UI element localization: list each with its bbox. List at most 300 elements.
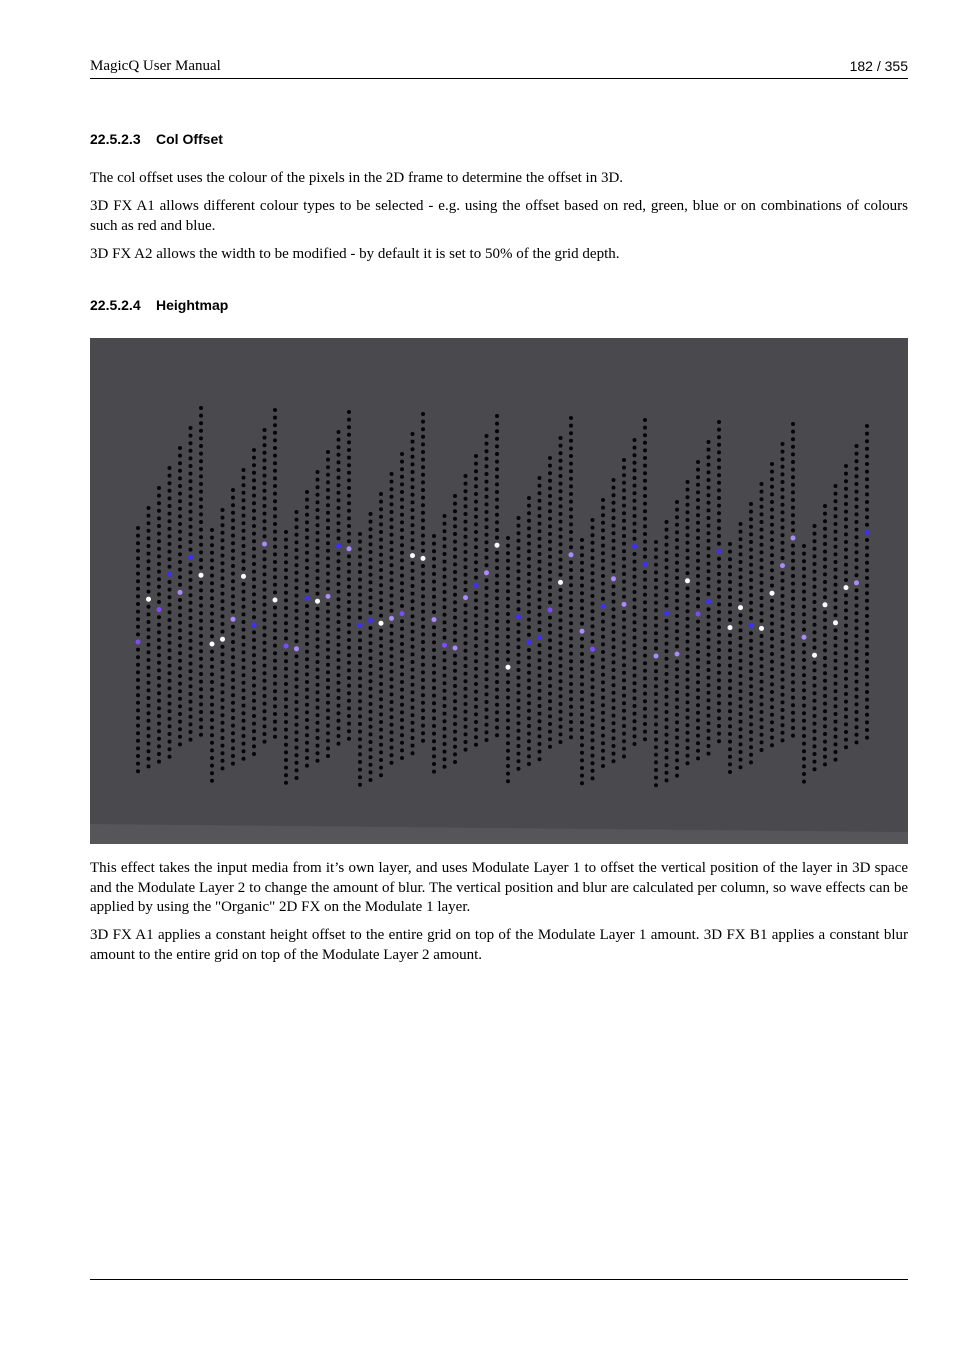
led-dot bbox=[168, 717, 172, 721]
led-dot bbox=[411, 721, 415, 725]
led-dot bbox=[485, 616, 489, 620]
led-dot bbox=[569, 674, 573, 678]
led-dot bbox=[147, 567, 151, 571]
led-dot bbox=[696, 506, 700, 510]
led-dot bbox=[210, 703, 214, 707]
led-dot bbox=[199, 642, 203, 646]
led-dot bbox=[147, 529, 151, 533]
led-dot bbox=[474, 553, 478, 557]
led-dot bbox=[485, 495, 489, 499]
led-dot bbox=[802, 734, 806, 738]
led-dot bbox=[252, 577, 256, 581]
led-dot bbox=[517, 638, 521, 642]
led-dot bbox=[834, 598, 838, 602]
led-dot bbox=[717, 678, 721, 682]
led-dot bbox=[295, 662, 299, 666]
led-dot bbox=[326, 579, 330, 583]
led-dot bbox=[823, 512, 827, 516]
led-dot bbox=[337, 498, 341, 502]
led-dot bbox=[538, 727, 542, 731]
led-dot bbox=[242, 559, 246, 563]
led-dot bbox=[358, 540, 362, 544]
led-dot bbox=[221, 576, 225, 580]
led-dot bbox=[147, 742, 151, 746]
led-dot bbox=[273, 651, 277, 655]
led-dot bbox=[326, 731, 330, 735]
led-dot bbox=[569, 735, 573, 739]
led-dot bbox=[675, 614, 679, 618]
led-dot bbox=[421, 716, 425, 720]
led-dot bbox=[157, 570, 161, 574]
led-dot bbox=[770, 492, 774, 496]
led-dot bbox=[707, 729, 711, 733]
led-dot bbox=[865, 508, 869, 512]
led-dot bbox=[802, 780, 806, 784]
led-dot bbox=[865, 675, 869, 679]
led-dot bbox=[178, 545, 182, 549]
led-dot bbox=[728, 641, 732, 645]
led-dot bbox=[485, 700, 489, 704]
led-dot bbox=[400, 710, 404, 714]
led-dot bbox=[326, 708, 330, 712]
led-dot bbox=[411, 470, 415, 474]
led-dot bbox=[495, 665, 499, 669]
led-dot bbox=[739, 568, 743, 572]
led-dot bbox=[189, 722, 193, 726]
led-dot bbox=[791, 536, 796, 541]
led-dot bbox=[517, 759, 521, 763]
led-dot bbox=[168, 496, 172, 500]
led-dot bbox=[369, 596, 373, 600]
led-dot bbox=[601, 612, 605, 616]
led-dot bbox=[210, 710, 214, 714]
led-dot bbox=[495, 574, 499, 578]
led-dot bbox=[707, 531, 711, 535]
led-dot bbox=[591, 526, 595, 530]
led-dot bbox=[643, 707, 647, 711]
led-dot bbox=[675, 568, 679, 572]
led-dot bbox=[717, 595, 721, 599]
led-dot bbox=[612, 501, 616, 505]
led-dot bbox=[865, 546, 869, 550]
led-dot bbox=[369, 649, 373, 653]
led-dot bbox=[643, 638, 647, 642]
led-dot bbox=[252, 532, 256, 536]
led-dot bbox=[337, 734, 341, 738]
led-dot bbox=[273, 522, 277, 526]
led-dot bbox=[178, 492, 182, 496]
led-dot bbox=[231, 701, 235, 705]
led-dot bbox=[813, 562, 817, 566]
led-dot bbox=[506, 756, 510, 760]
led-dot bbox=[263, 428, 267, 432]
led-dot bbox=[453, 502, 457, 506]
led-dot bbox=[834, 530, 838, 534]
led-dot bbox=[400, 718, 404, 722]
led-dot bbox=[390, 563, 394, 567]
led-dot bbox=[844, 715, 848, 719]
led-dot bbox=[844, 646, 848, 650]
led-dot bbox=[633, 674, 637, 678]
led-dot bbox=[538, 734, 542, 738]
led-dot bbox=[242, 590, 246, 594]
led-dot bbox=[865, 660, 869, 664]
led-dot bbox=[474, 568, 478, 572]
led-dot bbox=[495, 604, 499, 608]
led-dot bbox=[400, 581, 404, 585]
led-dot bbox=[823, 633, 827, 637]
led-dot bbox=[337, 726, 341, 730]
led-dot bbox=[707, 706, 711, 710]
led-dot bbox=[157, 706, 161, 710]
led-dot bbox=[834, 659, 838, 663]
led-dot bbox=[421, 518, 425, 522]
led-dot bbox=[770, 508, 774, 512]
led-dot bbox=[665, 581, 669, 585]
led-dot bbox=[717, 724, 721, 728]
led-dot bbox=[421, 526, 425, 530]
led-dot bbox=[739, 583, 743, 587]
led-dot bbox=[654, 692, 658, 696]
led-dot bbox=[411, 531, 415, 535]
paragraph: The col offset uses the colour of the pixels in the 2D frame to determine the offset in 3D. bbox=[90, 170, 624, 186]
led-dot bbox=[696, 604, 700, 608]
led-dot bbox=[231, 488, 235, 492]
led-dot bbox=[326, 693, 330, 697]
led-dot bbox=[559, 527, 563, 531]
led-dot bbox=[273, 560, 277, 564]
led-dot bbox=[823, 610, 827, 614]
led-dot bbox=[231, 670, 235, 674]
led-dot bbox=[453, 616, 457, 620]
led-dot bbox=[369, 520, 373, 524]
led-dot bbox=[252, 501, 256, 505]
led-dot bbox=[749, 700, 753, 704]
led-dot bbox=[263, 595, 267, 599]
led-dot bbox=[770, 660, 774, 664]
led-dot bbox=[791, 506, 795, 510]
led-dot bbox=[421, 556, 426, 561]
led-dot bbox=[189, 601, 193, 605]
led-dot bbox=[707, 584, 711, 588]
led-dot bbox=[210, 574, 214, 578]
led-dot bbox=[453, 737, 457, 741]
led-dot bbox=[136, 739, 140, 743]
led-dot bbox=[538, 605, 542, 609]
led-dot bbox=[305, 657, 309, 661]
led-dot bbox=[474, 492, 478, 496]
led-dot bbox=[189, 456, 193, 460]
led-dot bbox=[358, 775, 362, 779]
led-dot bbox=[157, 486, 161, 490]
led-dot bbox=[337, 704, 341, 708]
led-dot bbox=[802, 590, 806, 594]
led-dot bbox=[189, 502, 193, 506]
led-dot bbox=[834, 735, 838, 739]
led-dot bbox=[559, 436, 563, 440]
led-dot bbox=[643, 517, 647, 521]
led-dot bbox=[675, 606, 679, 610]
led-dot bbox=[622, 747, 626, 751]
led-dot bbox=[707, 592, 711, 596]
led-dot bbox=[443, 590, 447, 594]
led-dot bbox=[580, 622, 584, 626]
led-dot bbox=[443, 636, 447, 640]
led-dot bbox=[506, 718, 510, 722]
led-dot bbox=[136, 724, 140, 728]
led-dot bbox=[432, 694, 436, 698]
led-dot bbox=[686, 609, 690, 613]
led-dot bbox=[802, 544, 806, 548]
led-dot bbox=[284, 712, 288, 716]
led-dot bbox=[622, 542, 626, 546]
led-dot bbox=[865, 568, 869, 572]
led-dot bbox=[707, 645, 711, 649]
led-dot bbox=[432, 671, 436, 675]
led-dot bbox=[231, 579, 235, 583]
led-dot bbox=[295, 540, 299, 544]
led-dot bbox=[844, 540, 848, 544]
led-dot bbox=[686, 761, 690, 765]
led-dot bbox=[506, 711, 510, 715]
led-dot bbox=[295, 715, 299, 719]
led-dot bbox=[686, 586, 690, 590]
led-dot bbox=[717, 602, 721, 606]
led-dot bbox=[855, 740, 859, 744]
led-dot bbox=[316, 698, 320, 702]
led-dot bbox=[601, 726, 605, 730]
led-dot bbox=[601, 498, 605, 502]
led-dot bbox=[199, 490, 203, 494]
led-dot bbox=[601, 749, 605, 753]
led-dot bbox=[379, 606, 383, 610]
led-dot bbox=[379, 538, 383, 542]
led-dot bbox=[749, 745, 753, 749]
led-dot bbox=[453, 494, 457, 498]
led-dot bbox=[865, 439, 869, 443]
led-dot bbox=[485, 594, 489, 598]
led-dot bbox=[633, 598, 637, 602]
led-dot bbox=[548, 524, 552, 528]
led-dot bbox=[865, 576, 869, 580]
led-dot bbox=[643, 737, 647, 741]
led-dot bbox=[591, 746, 595, 750]
led-dot bbox=[136, 655, 140, 659]
led-dot bbox=[157, 562, 161, 566]
led-dot bbox=[273, 697, 277, 701]
led-dot bbox=[400, 596, 404, 600]
led-dot bbox=[379, 492, 383, 496]
led-dot bbox=[707, 470, 711, 474]
led-dot bbox=[432, 663, 436, 667]
led-dot bbox=[632, 544, 637, 549]
led-dot bbox=[157, 729, 161, 733]
led-dot bbox=[199, 505, 203, 509]
led-dot bbox=[485, 692, 489, 696]
led-dot bbox=[231, 655, 235, 659]
led-dot bbox=[696, 528, 700, 532]
led-dot bbox=[760, 573, 764, 577]
led-dot bbox=[347, 661, 351, 665]
led-dot bbox=[517, 676, 521, 680]
led-dot bbox=[411, 546, 415, 550]
led-dot bbox=[865, 523, 869, 527]
led-dot bbox=[802, 650, 806, 654]
led-dot bbox=[157, 585, 161, 589]
led-dot bbox=[400, 619, 404, 623]
led-dot bbox=[221, 645, 225, 649]
led-dot bbox=[559, 520, 563, 524]
led-dot bbox=[273, 613, 277, 617]
led-dot bbox=[548, 502, 552, 506]
led-dot bbox=[157, 630, 161, 634]
led-dot bbox=[210, 536, 214, 540]
led-dot bbox=[527, 549, 531, 553]
led-dot bbox=[400, 657, 404, 661]
led-dot bbox=[252, 463, 256, 467]
led-dot bbox=[633, 666, 637, 670]
led-dot bbox=[485, 670, 489, 674]
led-dot bbox=[569, 568, 573, 572]
led-dot bbox=[168, 512, 172, 516]
led-dot bbox=[337, 742, 341, 746]
led-dot bbox=[369, 588, 373, 592]
led-dot bbox=[474, 454, 478, 458]
led-dot bbox=[739, 545, 743, 549]
led-dot bbox=[443, 666, 447, 670]
led-dot bbox=[411, 584, 415, 588]
led-dot bbox=[263, 633, 267, 637]
led-dot bbox=[326, 556, 330, 560]
led-dot bbox=[369, 717, 373, 721]
led-dot bbox=[760, 687, 764, 691]
led-dot bbox=[686, 738, 690, 742]
led-dot bbox=[527, 580, 531, 584]
led-dot bbox=[654, 753, 658, 757]
led-dot bbox=[316, 508, 320, 512]
led-dot bbox=[781, 472, 785, 476]
led-dot bbox=[147, 643, 151, 647]
led-dot bbox=[675, 690, 679, 694]
led-dot bbox=[295, 746, 299, 750]
led-dot bbox=[136, 648, 140, 652]
led-dot bbox=[527, 747, 531, 751]
led-dot bbox=[136, 587, 140, 591]
led-dot bbox=[379, 644, 383, 648]
led-dot bbox=[781, 655, 785, 659]
led-dot bbox=[242, 681, 246, 685]
led-dot bbox=[326, 724, 330, 728]
led-dot bbox=[760, 642, 764, 646]
led-dot bbox=[770, 682, 774, 686]
led-dot bbox=[675, 698, 679, 702]
led-dot bbox=[781, 731, 785, 735]
led-dot bbox=[495, 650, 499, 654]
led-dot bbox=[379, 743, 383, 747]
led-dot bbox=[495, 452, 499, 456]
led-dot bbox=[517, 698, 521, 702]
led-dot bbox=[591, 754, 595, 758]
led-dot bbox=[453, 654, 457, 658]
led-dot bbox=[411, 561, 415, 565]
led-dot bbox=[844, 585, 849, 590]
led-dot bbox=[559, 725, 563, 729]
led-dot bbox=[791, 430, 795, 434]
led-dot bbox=[242, 468, 246, 472]
led-dot bbox=[189, 487, 193, 491]
led-dot bbox=[432, 633, 436, 637]
led-dot bbox=[400, 604, 404, 608]
led-dot bbox=[717, 739, 721, 743]
led-dot bbox=[538, 643, 542, 647]
led-dot bbox=[411, 713, 415, 717]
led-dot bbox=[178, 689, 182, 693]
led-dot bbox=[358, 745, 362, 749]
led-dot bbox=[665, 657, 669, 661]
led-dot bbox=[696, 665, 700, 669]
led-dot bbox=[284, 682, 288, 686]
led-dot bbox=[390, 502, 394, 506]
led-dot bbox=[781, 602, 785, 606]
led-dot bbox=[273, 537, 277, 541]
led-dot bbox=[252, 615, 256, 619]
led-dot bbox=[707, 691, 711, 695]
led-dot bbox=[495, 498, 499, 502]
led-dot bbox=[770, 561, 774, 565]
led-dot bbox=[707, 486, 711, 490]
led-dot bbox=[770, 553, 774, 557]
led-dot bbox=[189, 608, 193, 612]
led-dot bbox=[252, 600, 256, 604]
led-dot bbox=[178, 621, 182, 625]
led-dot bbox=[643, 623, 647, 627]
led-dot bbox=[432, 648, 436, 652]
led-dot bbox=[696, 658, 700, 662]
led-dot bbox=[612, 736, 616, 740]
led-dot bbox=[432, 534, 436, 538]
led-dot bbox=[136, 526, 140, 530]
led-dot bbox=[612, 622, 616, 626]
led-dot bbox=[707, 493, 711, 497]
led-dot bbox=[464, 687, 468, 691]
led-dot bbox=[654, 760, 658, 764]
led-dot bbox=[527, 625, 531, 629]
led-dot bbox=[390, 761, 394, 765]
led-dot bbox=[633, 476, 637, 480]
led-dot bbox=[485, 556, 489, 560]
led-dot bbox=[717, 686, 721, 690]
led-dot bbox=[643, 456, 647, 460]
led-dot bbox=[379, 583, 383, 587]
led-dot bbox=[696, 582, 700, 586]
led-dot bbox=[791, 597, 795, 601]
led-dot bbox=[707, 448, 711, 452]
led-dot bbox=[242, 582, 246, 586]
led-dot bbox=[696, 726, 700, 730]
led-dot bbox=[411, 630, 415, 634]
led-dot bbox=[834, 651, 838, 655]
led-dot bbox=[358, 555, 362, 559]
led-dot bbox=[337, 514, 341, 518]
led-dot bbox=[136, 663, 140, 667]
led-dot bbox=[696, 703, 700, 707]
led-dot bbox=[495, 513, 499, 517]
led-dot bbox=[305, 718, 309, 722]
led-dot bbox=[157, 714, 161, 718]
led-dot bbox=[675, 743, 679, 747]
led-dot bbox=[242, 719, 246, 723]
led-dot bbox=[612, 752, 616, 756]
